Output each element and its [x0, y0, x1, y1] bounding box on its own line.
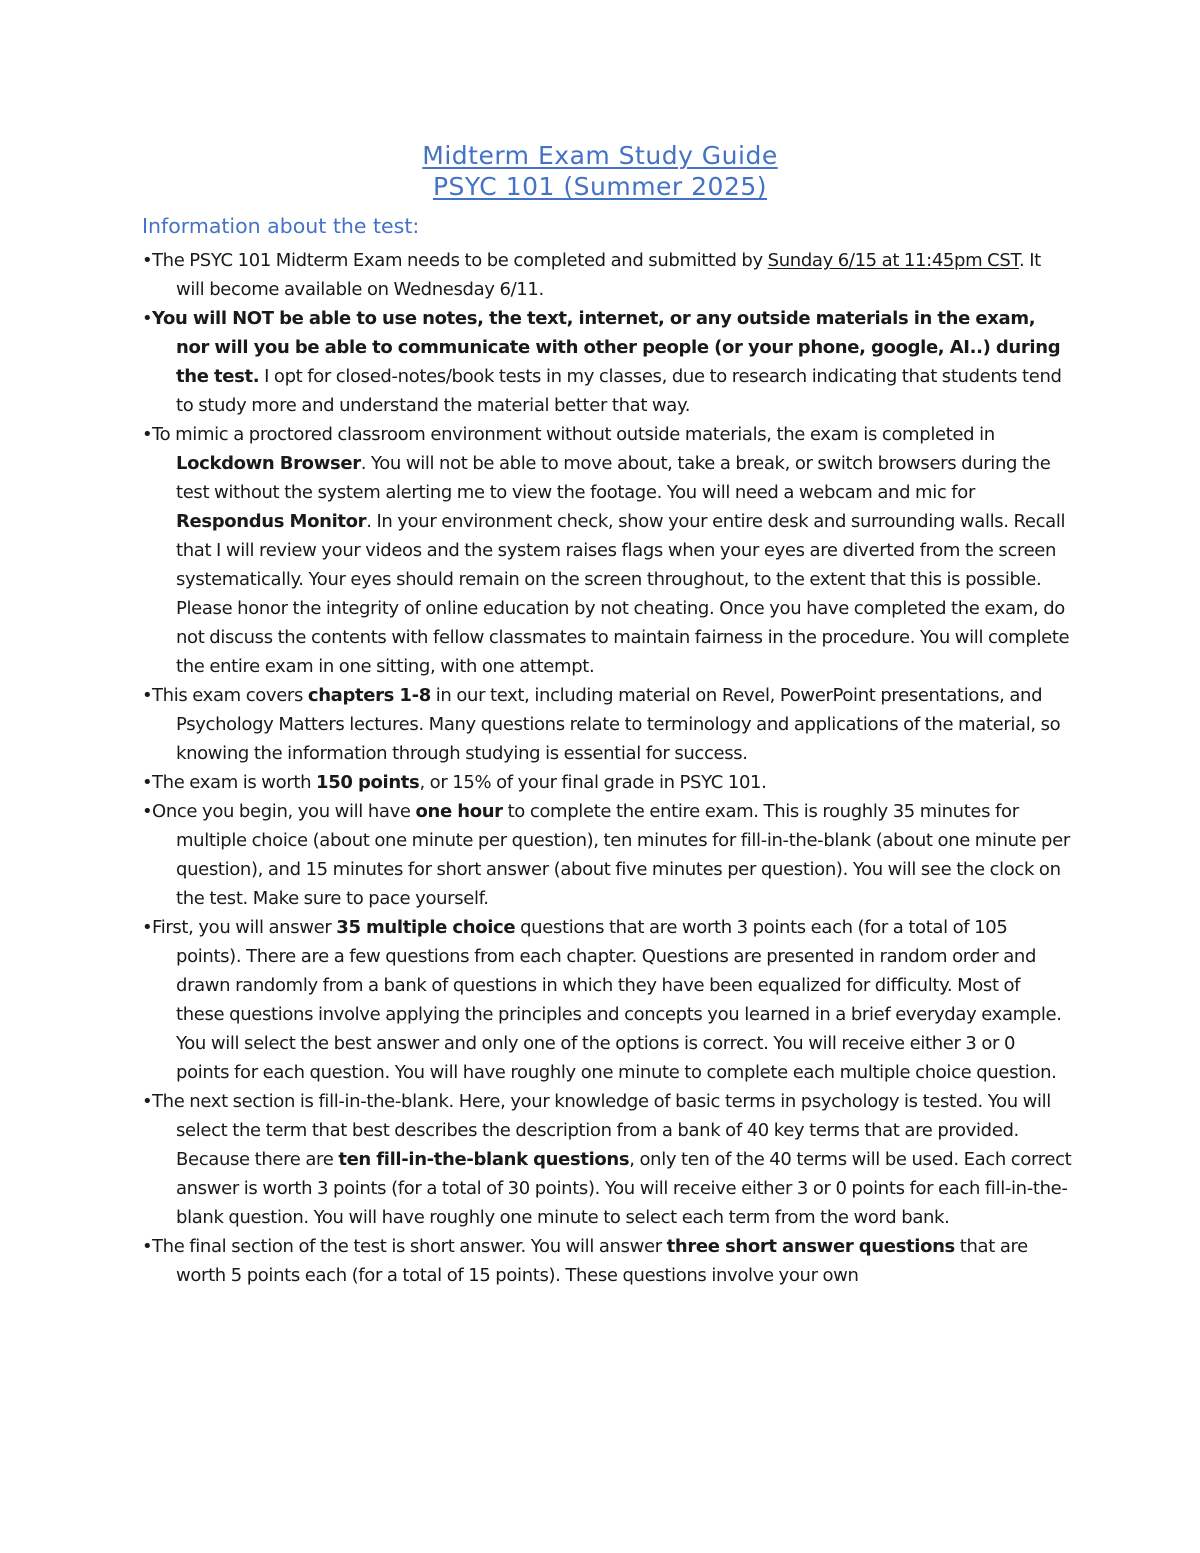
list-item-lockdown — [142, 420, 1072, 681]
bullet-icon: • — [142, 685, 153, 706]
list-item-fill-in-blank — [142, 1087, 1072, 1232]
bullet-icon: • — [142, 1091, 153, 1112]
bullet-text: to complete the entire exam. This is roughly 35 minutes for multiple choice (about one minute per question), ten minutes for fill-in-the-blank (about one minute per question), and 15 minutes for short answer (about five minutes per question). You will see the clock on the test. Make sure to pace yourself. — [176, 801, 1070, 909]
bullet-text: To mimic a proctored classroom environment without outside materials, the exam is completed in — [152, 424, 995, 445]
course-subtitle: PSYC 101 (Summer 2025) — [432, 172, 768, 201]
bullet-text: The final section of the test is short answer. You will answer — [152, 1236, 667, 1257]
bullet-text: First, you will answer — [152, 917, 337, 938]
test-info-list — [142, 246, 1072, 1290]
bullet-text: I opt for closed-notes/book tests in my classes, due to research indicating that students tend to study more and understand the material better that way. — [176, 366, 1062, 416]
bold-emphasis: You will NOT be able to use notes, the text, internet, or any outside materials in the exam, nor will you be able to communicate with other people (or your phone, google, AI..) during the test. — [152, 308, 1061, 387]
list-item-deadline — [142, 246, 1072, 304]
list-item-time — [142, 797, 1072, 913]
bullet-text: . You will not be able to move about, take a break, or switch browsers during the test without the system alerting me to view the footage. You will need a webcam and mic for — [176, 453, 1051, 503]
bullet-text: This exam covers — [152, 685, 308, 706]
bullet-icon: • — [142, 250, 153, 271]
bullet-text: . It will become available on Wednesday 6/11. — [176, 250, 1041, 300]
bullet-text: The exam is worth — [152, 772, 317, 793]
bold-emphasis: one hour — [415, 801, 503, 822]
bullet-icon: • — [142, 1236, 153, 1257]
bullet-icon: • — [142, 424, 153, 445]
document-title: Midterm Exam Study Guide — [422, 141, 778, 170]
bullet-icon: • — [142, 801, 153, 822]
deadline-date: Sunday 6/15 at 11:45pm CST — [767, 250, 1019, 271]
section-heading: Information about the test: — [142, 214, 420, 238]
list-item-chapters — [142, 681, 1072, 768]
bullet-text: in our text, including material on Revel, PowerPoint presentations, and Psychology Matters lectures. Many questions relate to terminology and applications of the material, so knowing the information through studying is essential for success. — [176, 685, 1061, 764]
bold-emphasis: ten fill-in-the-blank questions — [338, 1149, 630, 1170]
bullet-text: questions that are worth 3 points each (for a total of 105 points). There are a few questions from each chapter. Questions are presented in random order and drawn randomly from a bank of questions in which they have been equalized for difficulty. Most of these questions involve applying the principles and concepts you learned in a brief everyday example. You will select the best answer and only one of the options is correct. You will receive either 3 or 0 points for each question. You will have roughly one minute to complete each multiple choice question. — [176, 917, 1062, 1083]
bold-emphasis: 35 multiple choice — [336, 917, 516, 938]
list-item-short-answer — [142, 1232, 1072, 1290]
bullet-icon: • — [142, 772, 153, 793]
bold-emphasis: Respondus Monitor — [176, 511, 367, 532]
bullet-text: that are worth 5 points each (for a total of 15 points). These questions involve your own — [176, 1236, 1028, 1286]
list-item-multiple-choice — [142, 913, 1072, 1087]
bullet-text: The next section is fill-in-the-blank. Here, your knowledge of basic terms in psychology is tested. You will select the term that best describes the description from a bank of 40 key terms that are provided. Because there are — [152, 1091, 1051, 1170]
bold-emphasis: Lockdown Browser — [176, 453, 361, 474]
list-item-points — [142, 768, 1072, 797]
bullet-icon: • — [142, 917, 153, 938]
bold-emphasis: 150 points — [316, 772, 420, 793]
bold-emphasis: chapters 1-8 — [307, 685, 431, 706]
bullet-text: The PSYC 101 Midterm Exam needs to be completed and submitted by — [152, 250, 768, 271]
bullet-text: , only ten of the 40 terms will be used. Each correct answer is worth 3 points (for a total of 30 points). You will receive either 3 or 0 points for each fill-in-the-blank question. You will have roughly one minute to select each term from the word bank. — [176, 1149, 1072, 1228]
bullet-text: Once you begin, you will have — [152, 801, 416, 822]
bullet-text: , or 15% of your final grade in PSYC 101. — [419, 772, 767, 793]
bold-emphasis: three short answer questions — [666, 1236, 955, 1257]
list-item-no-notes — [142, 304, 1072, 420]
bullet-icon: • — [142, 308, 153, 329]
bullet-text: . In your environment check, show your entire desk and surrounding walls. Recall that I will review your videos and the system raises flags when your eyes are diverted from the screen systematically. Your eyes should remain on the screen throughout, to the extent that this is possible. Please honor the integrity of online education by not cheating. Once you have completed the exam, do not discuss the contents with fellow classmates to maintain fairness in the procedure. You will complete the entire exam in one sitting, with one attempt. — [176, 511, 1070, 677]
